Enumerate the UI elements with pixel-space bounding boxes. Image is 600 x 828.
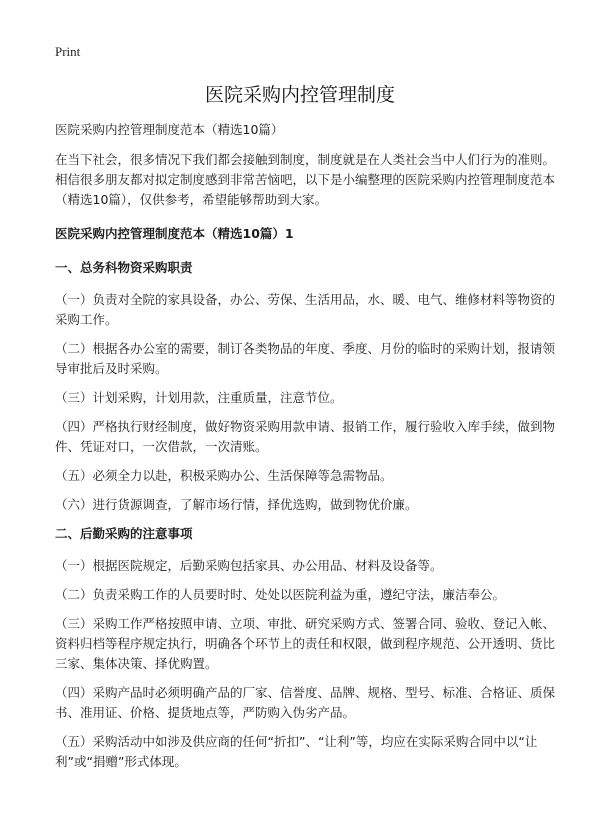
list-item: （三）采购工作严格按照申请、立项、审批、研究采购方式、签署合同、验收、登记入帐、资料归档等程序规定执行，明确各个环节上的责任和权限，做到程序规范、公开透明、货比三家、集体决策、择优购置。	[55, 616, 556, 671]
list-item: （二）负责采购工作的人员要时时、处处以医院利益为重，遵纪守法，廉洁奉公。	[55, 587, 506, 602]
list-item: （三）计划采购，计划用款，注重质量，注意节位。	[55, 390, 343, 405]
list-item: （一）负责对全院的家具设备，办公、劳保、生活用品，水、暖、电气、维修材料等物资的采购工作。	[55, 292, 556, 327]
print-label: Print	[55, 44, 81, 59]
list-item: （五）采购活动中如涉及供应商的任何“折扣”、“让利”等，均应在实际采购合同中以“让利”或“捐赠”形式体现。	[55, 734, 538, 769]
list-item: （四）采购产品时必须明确产品的厂家、信誉度、品牌、规格、型号、标准、合格证、质保书、准用证、价格、提货地点等，严防购入伪劣产品。	[55, 685, 556, 720]
intro-paragraph: 在当下社会，很多情况下我们都会接触到制度，制度就是在人类社会当中人们行为的准则。相信很多朋友都对拟定制度感到非常苦恼吧，以下是小编整理的医院采购内控管理制度范本（精选10篇），仅供参考，希望能够帮助到大家。	[55, 152, 556, 207]
part2-heading: 二、后勤采购的注意事项	[55, 526, 193, 541]
page-title: 医院采购内控管理制度	[204, 84, 395, 106]
part1-heading: 一、总务科物资采购职责	[55, 260, 193, 275]
list-item: （二）根据各办公室的需要，制订各类物品的年度、季度、月份的临时的采购计划，报请领导审批后及时采购。	[55, 341, 556, 376]
document-body	[55, 120, 555, 781]
section-heading: 医院采购内控管理制度范本（精选10篇）1	[55, 226, 294, 241]
list-item: （六）进行货源调查，了解市场行情，择优选购，做到物优价廉。	[55, 497, 418, 512]
document-subtitle: 医院采购内控管理制度范本（精选10篇）	[55, 122, 284, 137]
list-item: （四）严格执行财经制度，做好物资采购用款申请、报销工作，履行验收入库手续，做到物件、凭证对口，一次借款，一次清账。	[55, 419, 556, 454]
list-item: （一）根据医院规定，后勤采购包括家具、办公用品、材料及设备等。	[55, 558, 443, 573]
list-item: （五）必须全力以赴，积极采购办公、生活保障等急需物品。	[55, 468, 393, 483]
